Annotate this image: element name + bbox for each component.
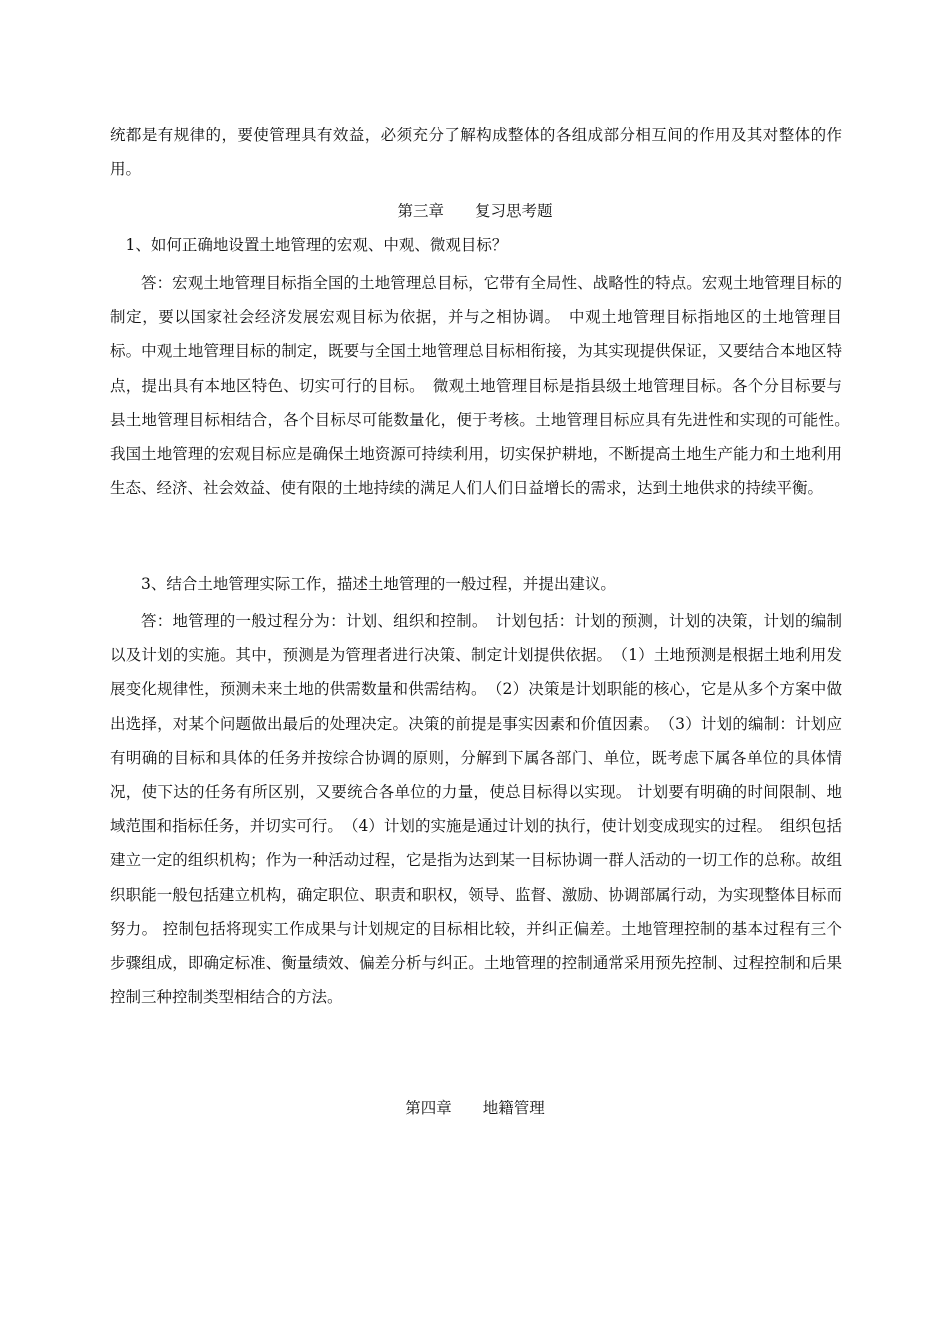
answer-3-paragraph: 答：地管理的一般过程分为：计划、组织和控制。 计划包括：计划的预测，计划的决策，计划的编制以及计划的实施。其中，预测是为管理者进行决策、制定计划提供依据。 （1）土地预测是根据土地利用发展变化规律性，预测未来土地的供需数量和供需结构。 （2）决策是计划职能的核心，它是从多个方案中做出选择，对某个问题做出最后的处理决定。决策的前提是事实因素和价值因素。 （3）计划的编制：计划应有明确的目标和具体的任务并按综合协调的原则，分解到下属各部门、单位，既考虑下属各单位的具体情况，使下达的任务有所区别，又要统合各单位的力量，使总目标得以实现。 计划要有明确的时间限制、地域范围和指标任务，并切实可行。 （4）计划的实施是通过计划的执行，使计划变成现实的过程。 组织包括建立一定的组织机构；作为一种活动过程，它是指为达到某一目标协调一群人活动的一切工作的总称。故组织职能一般包括建立机构，确定职位、职责和职权，领导、监督、激励、协调部属行动，为实现整体目标而努力。 控制包括将现实工作成果与计划规定的目标相比较，并纠正偏差。土地管理控制的基本过程有三个步骤组成，即确定标准、衡量绩效、偏差分析与纠正。土地管理的控制通常采用预先控制、过程控制和后果控制三种控制类型相结合的方法。 — [110, 612, 842, 1007]
chapter-3-heading: 第三章 复习思考题 — [397, 202, 553, 220]
question-3: 3、结合土地管理实际工作，描述土地管理的一般过程，并提出建议。 — [141, 575, 616, 593]
answer-1-paragraph: 答：宏观土地管理目标指全国的土地管理总目标，它带有全局性、战略性的特点。宏观土地管理目标的制定，要以国家社会经济发展宏观目标为依据，并与之相协调。 中观土地管理目标指地区的土地管理目标。中观土地管理目标的制定，既要与全国土地管理总目标相衔接，为其实现提供保证，又要结合本地区特点，提出具有本地区特色、切实可行的目标。 微观土地管理目标是指县级土地管理目标。各个分目标要与县土地管理目标相结合，各个目标尽可能数量化，便于考核。土地管理目标应具有先进性和实现的可能性。 我国土地管理的宏观目标应是确保土地资源可持续利用，切实保护耕地，不断提高土地生产能力和土地利用生态、经济、社会效益、使有限的土地持续的满足人们人们日益增长的需求，达到土地供求的持续平衡。 — [110, 274, 858, 498]
chapter-4-heading: 第四章 地籍管理 — [405, 1099, 545, 1117]
continuation-paragraph: 统都是有规律的，要使管理具有效益，必须充分了解构成整体的各组成部分相互间的作用及其对整体的作用。 — [110, 126, 842, 179]
question-1: 1、如何正确地设置土地管理的宏观、中观、微观目标？ — [125, 236, 508, 254]
